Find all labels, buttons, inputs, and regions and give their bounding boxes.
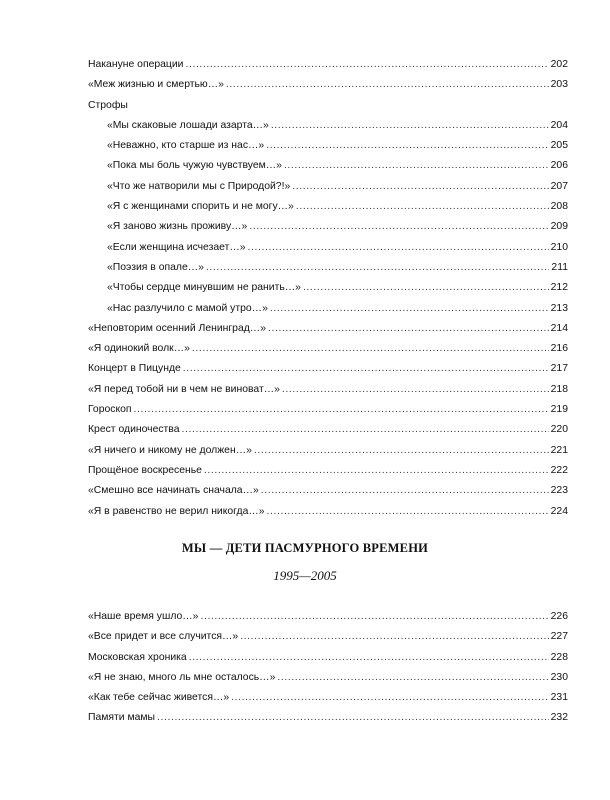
toc-entry-page: 224 [550, 505, 568, 517]
toc-entry-page: 203 [550, 79, 568, 91]
toc-entry [88, 278, 568, 298]
toc-entry [88, 481, 568, 501]
toc-entry-page: 231 [550, 692, 568, 704]
dot-leader [303, 278, 549, 298]
toc-entry-page: 226 [550, 611, 568, 622]
toc-entry-page: 232 [550, 712, 568, 724]
toc-entry-title: Памяти мамы [88, 712, 156, 724]
toc-entry-page: 212 [550, 282, 568, 294]
toc-entry-page: 220 [550, 424, 568, 436]
toc-entry [88, 299, 568, 319]
toc-entry-page: 230 [550, 671, 568, 683]
dot-leader [183, 359, 549, 379]
toc-entry-page: 227 [550, 631, 568, 643]
dot-leader [296, 197, 549, 217]
toc-entry [88, 339, 568, 359]
toc-entry-page: 223 [550, 485, 568, 497]
dot-leader [189, 648, 549, 668]
dot-leader [206, 258, 550, 278]
toc-entry [88, 648, 568, 668]
toc-entry-title: «Я с женщинами спорить и не могу…» [107, 201, 294, 213]
toc-entry [88, 607, 568, 627]
section-heading: МЫ — ДЕТИ ПАСМУРНОГО ВРЕМЕНИ [181, 541, 429, 555]
toc-entry-title: «Я заново жизнь проживу…» [107, 221, 248, 233]
toc-entry-title: «Я в равенство не верил никогда…» [88, 505, 265, 517]
toc-entry-page: 221 [550, 444, 568, 456]
toc-entry [88, 156, 568, 176]
toc-entry-title: «Меж жизнью и смертью…» [88, 79, 224, 91]
toc-entry-title: Гороскоп [88, 404, 132, 416]
toc-entry-title: «Неважно, кто старше из нас…» [107, 140, 265, 152]
dot-leader [185, 55, 548, 75]
dot-leader [292, 177, 548, 197]
dot-leader [282, 380, 549, 400]
toc-group-heading [88, 96, 568, 116]
dot-leader [157, 708, 549, 728]
toc-entry [88, 441, 568, 461]
toc-entry-title: «Если женщина исчезает…» [107, 241, 246, 253]
dot-leader [134, 400, 549, 420]
toc-entry-title: «Пока мы боль чужую чувствуем…» [107, 160, 282, 172]
toc-entry [88, 400, 568, 420]
dot-leader [266, 136, 548, 156]
toc-entry-page: 202 [550, 59, 568, 70]
toc-entry-title: «Мы скаковые лошади азарта…» [107, 119, 269, 131]
table-of-contents-part-2 [88, 607, 568, 729]
toc-entry-page: 222 [550, 464, 568, 476]
toc-entry [88, 197, 568, 217]
toc-entry [88, 238, 568, 258]
toc-entry [88, 380, 568, 400]
toc-entry-title: «Я одинокий волк…» [88, 343, 190, 355]
dot-leader [182, 420, 549, 440]
table-of-contents-part-1 [88, 55, 568, 522]
toc-entry-title: Крест одиночества [88, 424, 180, 436]
toc-entry-page: 216 [550, 343, 568, 355]
dot-leader [261, 481, 549, 501]
toc-entry [88, 359, 568, 379]
toc-entry-title: «Наше время ушло…» [88, 611, 199, 622]
toc-entry [88, 177, 568, 197]
toc-entry-title: «Поэзия в опале…» [107, 261, 204, 273]
toc-entry-page: 219 [550, 404, 568, 416]
toc-entry-page: 204 [550, 119, 568, 131]
toc-entry-page: 207 [550, 180, 568, 192]
toc-entry-title: «Все придет и все случится…» [88, 631, 239, 643]
toc-entry-title: Московская хроника [88, 651, 187, 663]
dot-leader [231, 688, 549, 708]
toc-entry-page: 218 [550, 383, 568, 395]
dot-leader [200, 607, 548, 627]
toc-entry [88, 420, 568, 440]
dot-leader [226, 75, 549, 95]
toc-entry-title: «Нас разлучило с мамой утро…» [107, 302, 268, 314]
toc-entry [88, 258, 568, 278]
toc-entry [88, 708, 568, 728]
dot-leader [271, 116, 549, 136]
toc-entry [88, 55, 568, 75]
toc-entry [88, 668, 568, 688]
toc-entry-title: «Неповторим осенний Ленинград…» [88, 322, 266, 334]
toc-entry-page: 206 [550, 160, 568, 172]
toc-entry [88, 627, 568, 647]
toc-entry [88, 461, 568, 481]
toc-entry-page: 210 [550, 241, 568, 253]
dot-leader [284, 156, 549, 176]
toc-entry-page: 209 [550, 221, 568, 233]
toc-entry-title: «Чтобы сердце минувшим не ранить…» [107, 282, 301, 294]
toc-entry-title: «Я ничего и никому не должен…» [88, 444, 252, 456]
toc-entry-title: «Я перед тобой ни в чем не виноват…» [88, 383, 280, 395]
toc-entry-title: «Что же натворили мы с Природой?!» [107, 180, 291, 192]
dot-leader [254, 441, 549, 461]
toc-entry-page: 217 [550, 363, 568, 375]
dot-leader [277, 668, 548, 688]
toc-entry-title: Концерт в Пицунде [88, 363, 181, 375]
dot-leader [248, 238, 549, 258]
toc-entry-page: 205 [550, 140, 568, 152]
toc-entry-title: Прощёное воскресенье [88, 464, 202, 476]
toc-entry-title: Накануне операции [88, 59, 184, 70]
dot-leader [204, 461, 549, 481]
toc-entry [88, 136, 568, 156]
dot-leader [192, 339, 549, 359]
dot-leader [249, 217, 548, 237]
section-years: 1995—2005 [273, 568, 337, 583]
dot-leader [268, 319, 549, 339]
toc-entry-title: «Я не знаю, много ль мне осталось…» [88, 671, 276, 683]
toc-entry-page: 228 [550, 651, 568, 663]
toc-entry [88, 217, 568, 237]
toc-entry [88, 688, 568, 708]
dot-leader [240, 627, 548, 647]
toc-entry-title: «Как тебе сейчас живется…» [88, 692, 230, 704]
toc-entry-page: 211 [551, 261, 568, 273]
toc-entry [88, 502, 568, 522]
toc-entry-page: 214 [550, 322, 568, 334]
toc-entry-title: «Смешно все начинать сначала…» [88, 485, 259, 497]
toc-entry-page: 213 [550, 302, 568, 314]
dot-leader [270, 299, 549, 319]
toc-entry [88, 116, 568, 136]
toc-entry-title: Строфы [88, 99, 128, 111]
toc-entry [88, 319, 568, 339]
toc-entry-page: 208 [550, 201, 568, 213]
toc-entry [88, 75, 568, 95]
dot-leader [267, 502, 549, 522]
